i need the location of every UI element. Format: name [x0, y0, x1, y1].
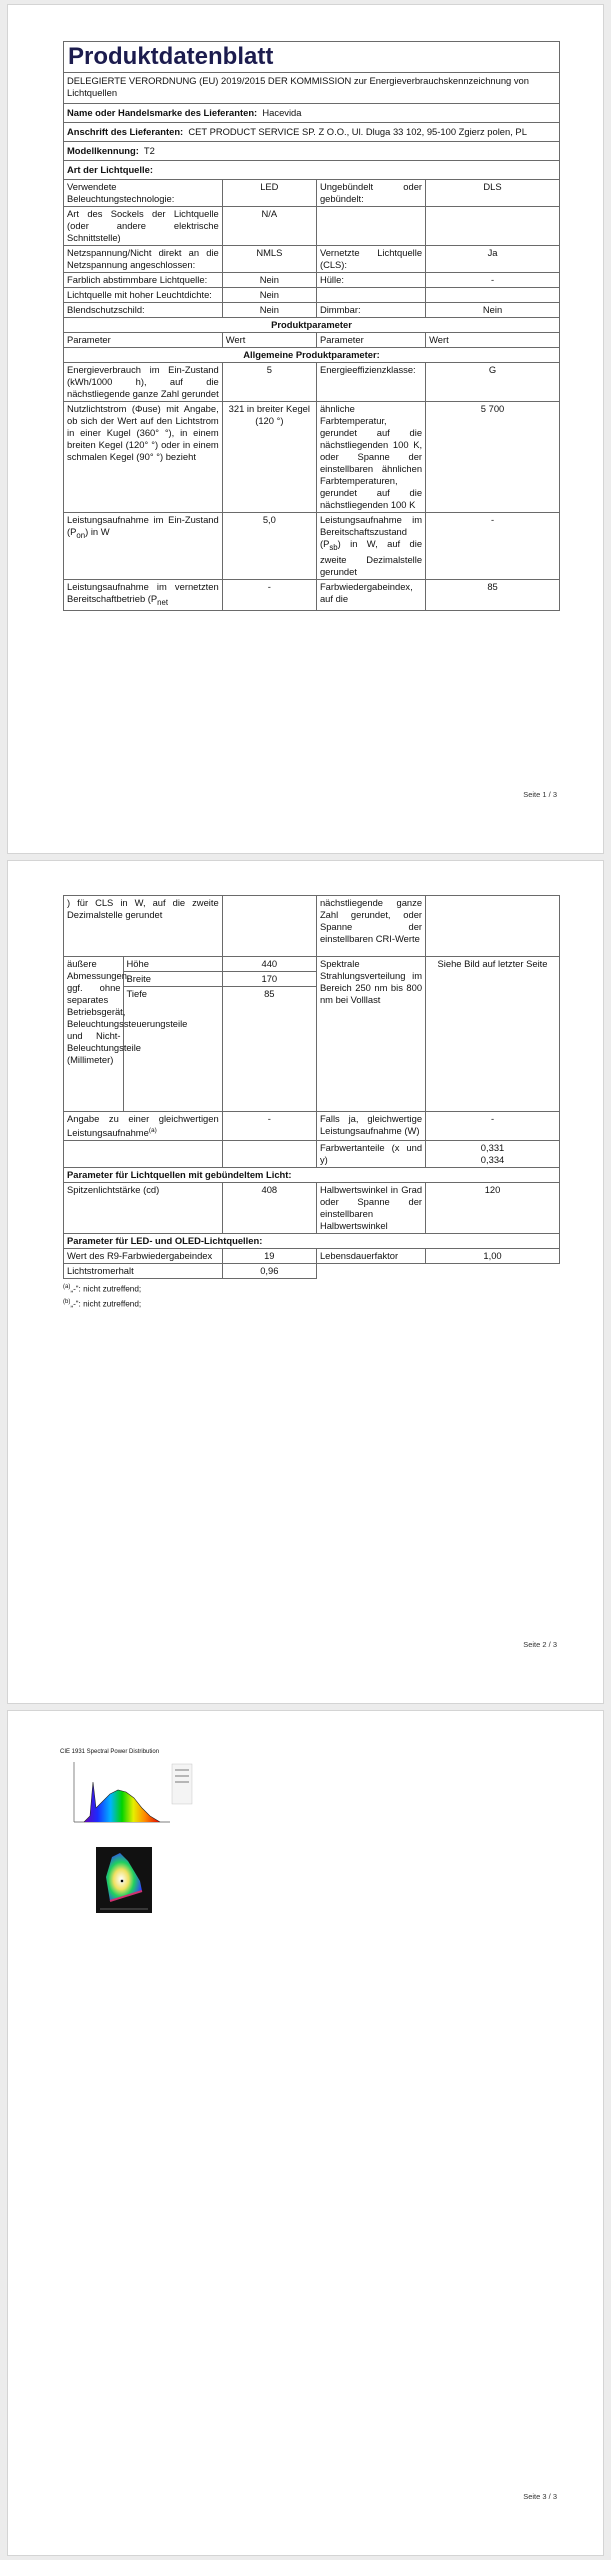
column-header-value: Wert: [426, 333, 560, 348]
footnote-b-sup: (b): [63, 1298, 71, 1305]
page-title: Produktdatenblatt: [64, 42, 560, 73]
white-point-marker: [120, 1879, 123, 1882]
supplier-name-value: Hacevida: [262, 107, 302, 118]
supplier-name-row: [64, 104, 560, 123]
spectral-distribution-value: Siehe Bild auf letzter Seite: [426, 957, 560, 1112]
spectral-distribution-chart: [60, 1756, 195, 1836]
standby-power-label: [316, 513, 425, 580]
standby-power-subscript: sb: [329, 542, 338, 552]
color-temperature-value: 5 700: [426, 402, 560, 513]
footnote-a-sup: (a): [63, 1284, 71, 1291]
cri-label-part-2: nächstliegende ganze Zahl gerundet, oder Spanne der einstellbaren CRI-Werte: [316, 896, 425, 957]
supplier-address-label: Anschrift des Lieferanten:: [67, 126, 184, 137]
model-value: T2: [143, 145, 155, 156]
tunable-label: Farblich abstimmbare Lichtquelle:: [64, 273, 223, 288]
cri-value: 85: [426, 579, 560, 610]
peak-intensity-label: Spitzenlichtstärke (cd): [64, 1183, 223, 1234]
lumen-maintenance-value: 0,96: [222, 1264, 316, 1279]
footnote-b-text: „-“: nicht zutreffend;: [70, 1299, 142, 1309]
chromaticity-label: Farbwertanteile (x und y): [316, 1141, 425, 1168]
unbundled-label: Ungebündelt oder gebündelt:: [316, 180, 425, 207]
on-mode-power-unit: ) in W: [85, 526, 110, 537]
empty-cell: [316, 1264, 559, 1279]
height-value: 440: [222, 957, 316, 972]
beam-angle-value: 120: [426, 1183, 560, 1234]
useful-flux-label: Nutzlichtstrom (Φuse) mit Angabe, ob sich der Wert auf den Lichtstrom in einer Kugel (360° °), in einem breiten Kegel (120° °) oder in einem schmalen Kegel (90° °) bezieht: [64, 402, 223, 513]
chromaticity-x: 0,331: [480, 1142, 505, 1154]
column-header-parameter: Parameter: [64, 333, 223, 348]
model-row: [64, 142, 560, 161]
on-mode-power-value: 5,0: [222, 513, 316, 580]
regulation-text: DELEGIERTE VERORDNUNG (EU) 2019/2015 DER KOMMISSION zur Energieverbrauchskennzeichnung von Lichtquellen: [64, 73, 560, 104]
connected-value: Ja: [426, 246, 560, 273]
efficiency-class-label: Energieeffizienzklasse:: [316, 363, 425, 402]
general-parameters-heading: Allgemeine Produktparameter:: [64, 348, 560, 363]
survival-factor-label: Lebensdauerfaktor: [316, 1249, 425, 1264]
footnote-a-text: „-“: nicht zutreffend;: [70, 1284, 142, 1294]
networked-standby-subscript: net: [157, 597, 169, 607]
page-1: [7, 4, 604, 854]
empty-cell: [426, 896, 560, 957]
empty-cell: [222, 896, 316, 957]
empty-cell: [64, 1141, 223, 1168]
footnotes: [63, 1281, 560, 1310]
networked-standby-value: -: [222, 579, 316, 610]
empty-cell: [222, 1001, 316, 1112]
r9-index-value: 19: [222, 1249, 316, 1264]
led-oled-heading: Parameter für LED- und OLED-Lichtquellen:: [64, 1234, 560, 1249]
directional-light-heading: Parameter für Lichtquellen mit gebündeltem Licht:: [64, 1168, 560, 1183]
peak-intensity-value: 408: [222, 1183, 316, 1234]
socket-value: N/A: [222, 207, 316, 246]
footnote-a-marker: (a): [148, 1127, 157, 1134]
envelope-value: -: [426, 273, 560, 288]
color-temperature-label: ähnliche Farbtemperatur, gerundet auf die nächstliegenden 100 K, oder Spanne der einstellbaren ähnlichen Farbtemperaturen, gerundet auf die nächstliegenden 100 K: [316, 402, 425, 513]
high-luminance-label: Lichtquelle mit hoher Leuchtdichte:: [64, 288, 223, 303]
standby-power-unit: ) in W, auf die zweite Dezimalstelle gerundet: [319, 538, 423, 577]
page-1-content: [63, 41, 560, 611]
empty-cell: [426, 207, 560, 246]
equivalent-power-label: [64, 1112, 223, 1141]
supplier-address-row: [64, 123, 560, 142]
dimensions-label: äußere Abmessungen, ggf. ohne separates Betriebsgerät, Beleuchtungssteuerungsteile und Nicht-Beleuchtungsteile (Millimeter): [64, 957, 124, 1112]
light-source-type-heading: Art der Lichtquelle:: [64, 161, 560, 180]
chromaticity-values: [426, 1141, 560, 1168]
equivalent-power-watts-value: -: [426, 1112, 560, 1141]
datasheet-table-part-2: [63, 895, 560, 1279]
page-3: [7, 1710, 604, 2556]
footnote-a: [63, 1281, 560, 1296]
mains-label: Netzspannung/Nicht direkt an die Netzspannung angeschlossen:: [64, 246, 223, 273]
beam-angle-label: Halbwertswinkel in Grad oder Spanne der einstellbaren Halbwertswinkel: [316, 1183, 425, 1234]
empty-cell: [316, 288, 425, 303]
dimmable-label: Dimmbar:: [316, 303, 425, 318]
high-luminance-value: Nein: [222, 288, 316, 303]
networked-standby-label: [64, 579, 223, 610]
product-parameters-heading: Produktparameter: [64, 318, 560, 333]
technology-value: LED: [222, 180, 316, 207]
spectral-distribution-label: Spektrale Strahlungsverteilung im Bereich 250 nm bis 800 nm bei Volllast: [316, 957, 425, 1112]
envelope-label: Hülle:: [316, 273, 425, 288]
supplier-name-label: Name oder Handelsmarke des Lieferanten:: [67, 107, 258, 118]
energy-consumption-label: Energieverbrauch im Ein-Zustand (kWh/1000 h), auf die nächstliegende ganze Zahl gerundet: [64, 363, 223, 402]
on-mode-power-label: [64, 513, 223, 580]
on-mode-power-subscript: on: [76, 530, 86, 540]
tunable-value: Nein: [222, 273, 316, 288]
datasheet-table-part-1: [63, 41, 560, 611]
equivalent-power-text: Angabe zu einer gleichwertigen Leistungsaufnahme: [67, 1113, 219, 1139]
glare-shield-value: Nein: [222, 303, 316, 318]
footnote-b: [63, 1296, 560, 1311]
cri-label-part-1: Farbwiedergabeindex, auf die: [316, 579, 425, 610]
supplier-address-value: CET PRODUCT SERVICE SP. Z O.O., Ul. Dluga 33 102, 95-100 Zgierz polen, PL: [188, 126, 527, 137]
r9-index-label: Wert des R9-Farbwiedergabeindex: [64, 1249, 223, 1264]
networked-standby-text: Leistungsaufnahme im vernetzten Bereitschaftbetrieb (P: [67, 580, 219, 604]
on-mode-power-text: Leistungsaufnahme im Ein-Zustand (P: [67, 514, 219, 537]
chromaticity-y: 0,334: [480, 1154, 505, 1166]
width-label: Breite: [123, 972, 222, 987]
column-header-parameter: Parameter: [316, 333, 425, 348]
depth-label: Tiefe: [123, 987, 222, 1002]
survival-factor-value: 1,00: [426, 1249, 560, 1264]
spectral-figures: [60, 1749, 195, 1913]
energy-consumption-value: 5: [222, 363, 316, 402]
technology-label: Verwendete Beleuchtungstechnologie:: [64, 180, 223, 207]
equivalent-power-value: -: [222, 1112, 316, 1141]
chromaticity-diagram: [96, 1847, 152, 1913]
model-label: Modellkennung:: [67, 145, 139, 156]
networked-standby-label-continued: ) für CLS in W, auf die zweite Dezimalstelle gerundet: [64, 896, 223, 957]
standby-power-value: -: [426, 513, 560, 580]
empty-cell: [222, 1141, 316, 1168]
lumen-maintenance-label: Lichtstromerhalt: [64, 1264, 223, 1279]
useful-flux-value: 321 in breiter Kegel (120 °): [222, 402, 316, 513]
depth-value: 85: [222, 987, 316, 1002]
dimmable-value: Nein: [426, 303, 560, 318]
standby-power-text: Leistungsaufnahme im Bereitschaftszustand (P: [319, 514, 423, 549]
empty-cell: [316, 207, 425, 246]
page-2: [7, 860, 604, 1704]
glare-shield-label: Blendschutzschild:: [64, 303, 223, 318]
spectrum-caption: CIE 1931 Spectral Power Distribution: [60, 1749, 160, 1755]
connected-label: Vernetzte Lichtquelle (CLS):: [316, 246, 425, 273]
empty-cell: [426, 288, 560, 303]
width-value: 170: [222, 972, 316, 987]
page-number: Seite 1 / 3: [523, 790, 557, 799]
column-header-value: Wert: [222, 333, 316, 348]
height-label: Höhe: [123, 957, 222, 972]
mains-value: NMLS: [222, 246, 316, 273]
page-2-content: [63, 895, 560, 1311]
equivalent-power-watts-label: Falls ja, gleichwertige Leistungsaufnahme (W): [316, 1112, 425, 1141]
page-number: Seite 3 / 3: [523, 2492, 557, 2501]
socket-label: Art des Sockels der Lichtquelle (oder andere elektrische Schnittstelle): [64, 207, 223, 246]
page-number: Seite 2 / 3: [523, 1640, 557, 1649]
unbundled-value: DLS: [426, 180, 560, 207]
efficiency-class-value: G: [426, 363, 560, 402]
